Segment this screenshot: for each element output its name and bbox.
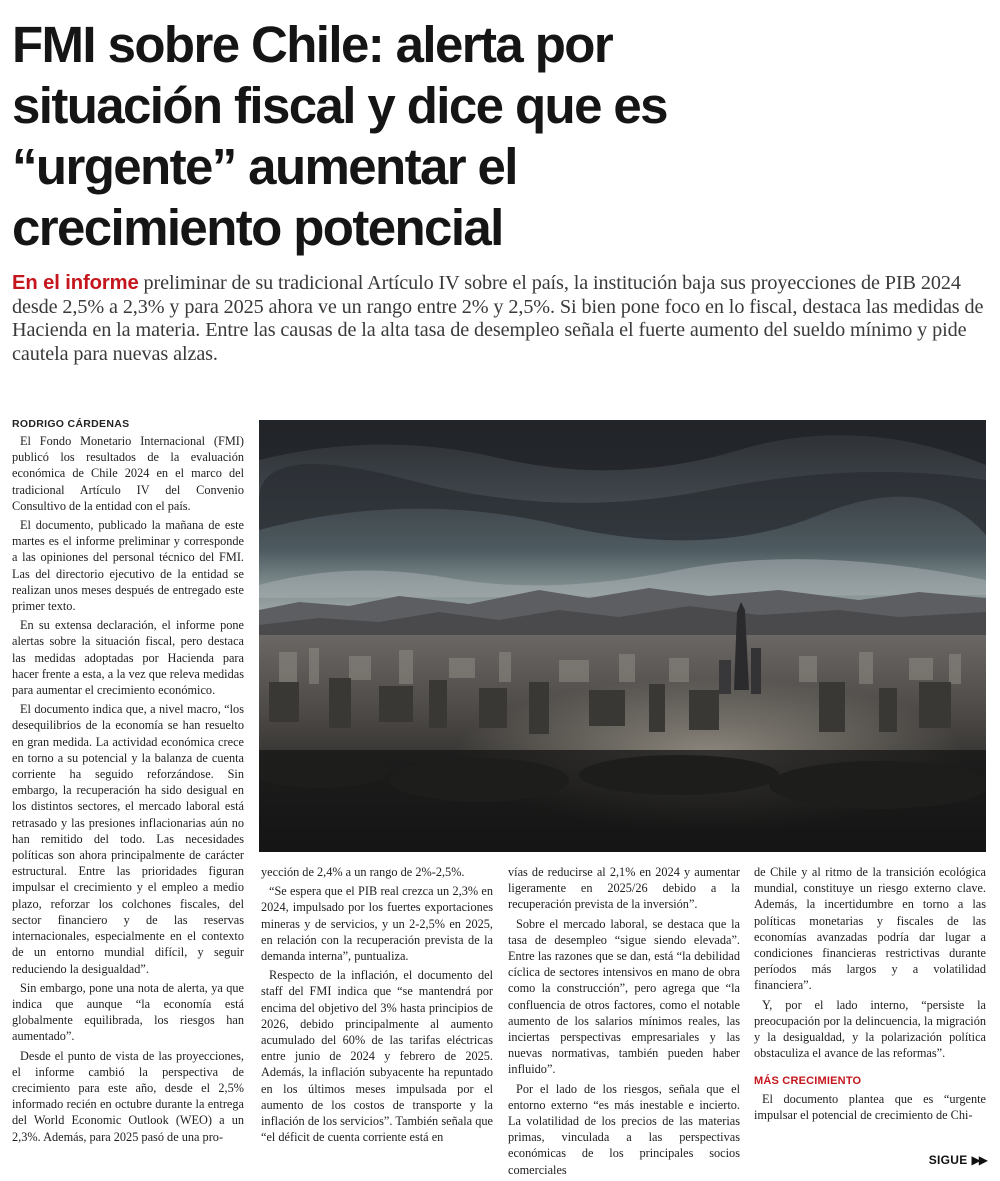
paragraph: Sin embargo, pone una nota de alerta, ya que indica que aunque “la economía está globalmente equilibrada, los riesgos han aumentado”. <box>12 980 244 1044</box>
paragraph: El documento plantea que es “urgente impulsar el potencial de crecimiento de Chi- <box>754 1091 986 1122</box>
paragraph: Respecto de la inflación, el documento del staff del FMI indica que “se mantendrá por encima del objetivo del 3% hasta principios de 2026, debido principalmente al aumento acumulado del 60% de las tarifas eléctricas entre junio de 2024 y febrero de 2025. Además, la inflación subyacente ha repuntado en los últimos meses impulsada por el aumento de los costos de transporte y la inflación de los servicios”. También señala que “el déficit de cuenta corriente está en <box>261 968 493 1145</box>
paragraph: El documento, publicado la mañana de este martes es el informe preliminar y corresponde a las opiniones del personal técnico del FMI. Las del directorio ejecutivo de la entidad se realizan unos meses después de entregado este primer texto. <box>12 518 244 614</box>
body-column-1 <box>12 433 244 1148</box>
section-subhead: MÁS CRECIMIENTO <box>754 1075 862 1088</box>
lead-kicker: En el informe <box>12 272 139 294</box>
byline: RODRIGO CÁRDENAS <box>12 418 130 430</box>
paragraph: “Se espera que el PIB real crezca un 2,3% en 2024, impulsado por los fuertes exportaciones mineras y de servicios, y un 2-2,5% en 2025, en relación con la recuperación prevista de la demanda interna”, puntualiza. <box>261 884 493 964</box>
paragraph: Sobre el mercado laboral, se destaca que la tasa de desempleo “sigue siendo elevada”. Entre las razones que se dan, está “la debilidad cíclica de sectores intensivos en mano de obra como la construcción”, pero agrega que “la confluencia de otros factores, como el notable aumento de los salarios mínimos reales, las inciertas perspectivas empresariales y las nuevas normativas, también pueden haber influido”. <box>508 916 740 1077</box>
paragraph: vías de reducirse al 2,1% en 2024 y aumentar ligeramente en 2025/26 debido a la recuperación prevista de la inversión”. <box>508 865 740 912</box>
lead-paragraph <box>12 272 987 366</box>
paragraph: En su extensa declaración, el informe pone alertas sobre la situación fiscal, pero destaca las medidas adoptadas por Hacienda para hacer frente a esta, a la vez que releva medidas para aumentar el crecimiento económico. <box>12 618 244 698</box>
continue-arrows-icon: ▶▶ <box>971 1153 986 1167</box>
body-column-2 <box>261 864 493 1148</box>
paragraph: de Chile y al ritmo de la transición ecológica mundial, constituye un riesgo externo clave. Además, la incertidumbre en torno a las políticas monetarias y fiscales de las economías avanzadas podría dar lugar a condiciones financieras restrictivas durante períodos más largos y a volatilidad financiera”. <box>754 865 986 993</box>
paragraph: Y, por el lado interno, “persiste la preocupación por la delincuencia, la migración y la desigualdad, y la polarización política obstaculiza el avance de las reformas”. <box>754 997 986 1061</box>
headline: FMI sobre Chile: alerta por situación fiscal y dice que es “urgente” aumentar el crecimiento potencial <box>12 16 667 256</box>
paragraph: El documento indica que, a nivel macro, “los desequilibrios de la economía se han resuelto en gran medida. La actividad económica crece en torno a su potencial y la balanza de cuenta corriente ha seguido reforzándose. Sin embargo, la recuperación ha sido desigual en los distintos sectores, el mercado laboral está retrasado y las presiones inflacionarias aún no han remitido del todo. Las necesidades políticas son ahora principalmente de carácter estructural. Entre las prioridades figuran impulsar el crecimiento y el empleo a medio plazo, reforzar los colchones fiscales, del sector financiero y de las reservas internacionales, especialmente en el contexto de un entorno mundial difícil, y seguir reduciendo la desigualdad”. <box>12 702 244 976</box>
body-column-3 <box>508 864 740 1181</box>
paragraph: Desde el punto de vista de las proyecciones, el informe cambió la perspectiva de crecimiento para este año, desde el 2,5% informado recién en octubre durante la entrega del World Economic Outlook (WEO) a un 2,3%. Además, para 2025 pasó de una pro- <box>12 1048 244 1144</box>
paragraph: yección de 2,4% a un rango de 2%-2,5%. <box>261 865 465 879</box>
body-column-4 <box>754 864 986 1126</box>
lead-text: preliminar de su tradicional Artículo IV sobre el país, la institución baja sus proyecciones de PIB 2024 desde 2,5% a 2,3% y para 2025 ahora ve un rango entre 2% y 2,5%. Si bien pone foco en lo fiscal, destaca las medidas de Hacienda en la materia. Entre las causas de la alta tasa de desempleo señala el fuerte aumento del sueldo mínimo y pide cautela para nuevas alzas. <box>12 272 984 365</box>
continue-label: SIGUE <box>928 1153 968 1167</box>
paragraph: Por el lado de los riesgos, señala que el entorno externo “es más inestable e incierto. La volatilidad de los precios de las materias primas, vinculada a las perspectivas económicas de los principales socios comerciales <box>508 1081 740 1177</box>
continue-marker <box>929 1153 986 1167</box>
santiago-skyline-photo <box>259 420 986 852</box>
paragraph: El Fondo Monetario Internacional (FMI) publicó los resultados de la evaluación económica de Chile 2024 en el marco del tradicional Artículo IV del Convenio Consultivo de la entidad con el país. <box>12 434 244 513</box>
